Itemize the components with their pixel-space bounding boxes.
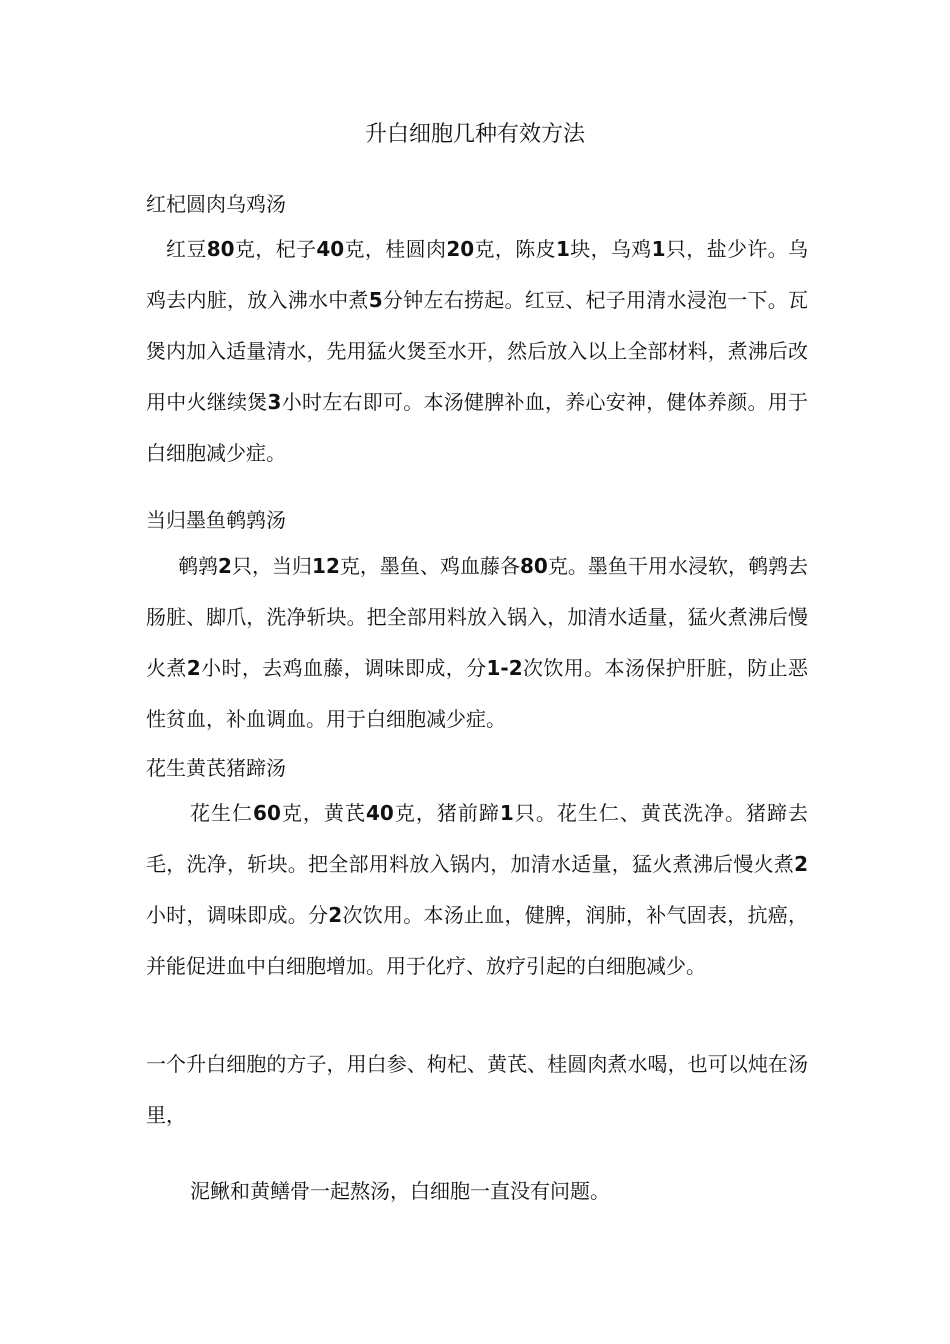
section-heading-1: 红杞圆肉乌鸡汤: [146, 192, 286, 216]
paragraph-soup-tip: 泥鳅和黄鳝骨一起熬汤，白细胞一直没有问题。: [190, 1179, 610, 1203]
section-paragraph-3: 花生仁60克，黄芪40克，猪前蹄1只。花生仁、黄芪洗净。猪蹄去毛，洗净，斩块。把全部用料放入锅内，加清水适量，猛火煮沸后慢火煮2小时，调味即成。分2次饮用。本汤止血，健脾，润肺，补气固表，抗癌，并能促进血中白细胞增加。用于化疗、放疗引起的白细胞减少。: [146, 801, 809, 978]
paragraph-remedy-tip: 一个升白细胞的方子，用白参、枸杞、黄芪、桂圆肉煮水喝，也可以炖在汤里，: [146, 1052, 808, 1127]
section-heading-3: 花生黄芪猪蹄汤: [146, 756, 286, 780]
section-paragraph-1: 红豆80克，杞子40克，桂圆肉20克，陈皮1块，乌鸡1只，盐少许。乌鸡去内脏，放入沸水中煮5分钟左右捞起。红豆、杞子用清水浸泡一下。瓦煲内加入适量清水，先用猛火煲至水开，然后放入以上全部材料，煮沸后改用中火继续煲3小时左右即可。本汤健脾补血，养心安神，健体养颜。用于白细胞减少症。: [146, 237, 809, 465]
page-title: 升白细胞几种有效方法: [364, 122, 585, 147]
section-paragraph-2: 鹌鹑2只，当归12克，墨鱼、鸡血藤各80克。墨鱼干用水浸软，鹌鹑去肠脏、脚爪，洗净斩块。把全部用料放入锅入，加清水适量，猛火煮沸后慢火煮2小时，去鸡血藤，调味即成，分1-2次饮用。本汤保护肝脏，防止恶性贫血，补血调血。用于白细胞减少症。: [146, 554, 809, 731]
section-heading-2: 当归墨鱼鹌鹑汤: [146, 508, 286, 532]
